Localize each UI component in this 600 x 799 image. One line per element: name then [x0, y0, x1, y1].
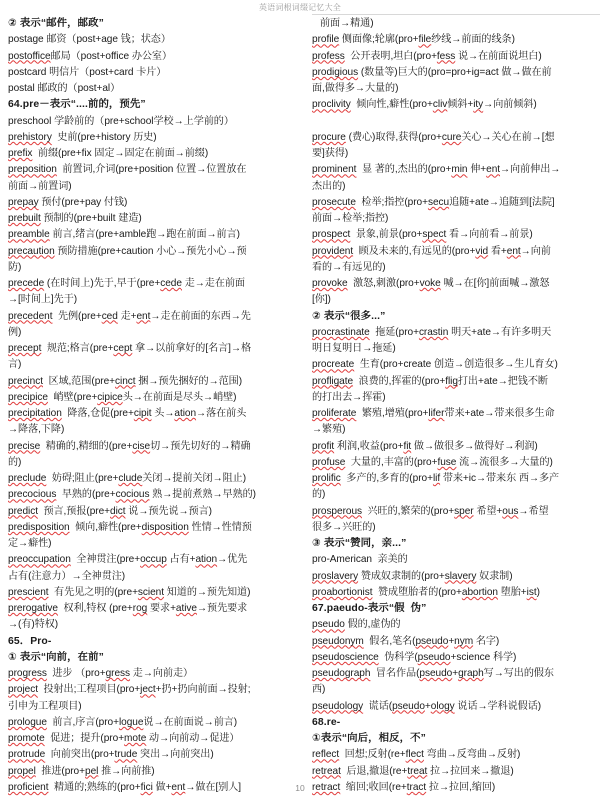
entry-line: 前面→前置词) — [8, 180, 72, 192]
spellcheck-word: retreat — [312, 765, 341, 777]
spellcheck-word: occup — [140, 554, 167, 566]
spellcheck-word: slavery — [444, 570, 477, 582]
entry-line: pseudograph 冒名作品(pseudo+graph写→写出的假东 — [312, 668, 554, 679]
entry-line: profile 侧面像;轮廓(pro+file纱线→前面的线条) — [312, 34, 515, 46]
spellcheck-word: spect — [422, 229, 447, 241]
spellcheck-word: fici — [140, 781, 153, 793]
entry-line: precede (在时间上)先于,早于(pre+cede 走→走在前面 — [8, 278, 245, 289]
spellcheck-word: profit — [312, 440, 335, 452]
spellcheck-word: prescient — [8, 586, 49, 598]
spellcheck-word: progress — [8, 668, 47, 679]
spellcheck-word: pel — [85, 765, 99, 777]
entry-line: preschool 学龄前的（pre+school学校→上学前的） — [8, 115, 234, 127]
spellcheck-word: gress — [105, 668, 131, 679]
entry-line: 引申为工程项目) — [8, 700, 82, 712]
spellcheck-word: prerogative — [8, 603, 58, 614]
spellcheck-word: ent — [506, 245, 521, 257]
entry-line: provident 顾及未来的,有远见的(pro+vid 看+ent→向前 — [312, 245, 551, 257]
spellcheck-word: profuse — [312, 456, 346, 468]
spellcheck-word: precise — [8, 440, 41, 452]
spellcheck-word: pseudology — [312, 700, 364, 712]
spellcheck-word: secu — [427, 196, 450, 208]
entry-line: proclivity 倾向性,癖性(pro+cliv倾斜+ity→向前倾斜) — [312, 99, 537, 111]
spellcheck-word: reflect — [312, 749, 340, 761]
spellcheck-word: provoke — [312, 278, 348, 289]
entry-line: precipitation 降落,仓促(pre+cipit 头→ation→落在前头 — [8, 408, 247, 419]
spellcheck-word: graph — [458, 668, 484, 679]
entry-line: procrastinate 拖延(pro+crastin 明天+ate→有许多明天 — [312, 326, 552, 338]
section-heading: 65．Pro- — [8, 635, 52, 647]
spellcheck-word: precipitation — [8, 408, 62, 419]
header-rule — [312, 14, 600, 15]
entry-line: preclude 妨碍;阻止(pre+clude关闭→提前关闭→阻止) — [8, 473, 247, 484]
spellcheck-word: pseudograph — [312, 668, 371, 679]
section-heading: ①表示“向后，相反，不” — [312, 733, 426, 744]
spellcheck-word: ous — [502, 505, 519, 517]
spellcheck-word: ative — [175, 603, 197, 614]
entry-line: prolific 多产的,多育的(pro+lif 带来+ic→带来东 西→多产 — [312, 473, 560, 484]
spellcheck-word: cipice — [97, 391, 123, 403]
entry-line: profess 公开表明,坦白(pro+fess 说→在前面说坦白) — [312, 50, 542, 62]
spellcheck-word: trude — [114, 749, 138, 761]
spellcheck-word: proliferate — [312, 408, 357, 419]
entry-line: progress 进步 （pro+gress 走→向前走） — [8, 668, 194, 679]
spellcheck-word: pseudo — [415, 635, 449, 647]
entry-line: predisposition 倾向,癖性(pre+disposition 性情→性情预 — [8, 521, 252, 533]
spellcheck-word: prepay — [8, 196, 39, 208]
entry-line: 言) — [8, 359, 22, 371]
spellcheck-word: scient — [137, 586, 164, 598]
spellcheck-word: prospect — [312, 229, 351, 241]
entry-line: retreat 后退,撤退(re+treat 拉→拉回来→撤退) — [312, 765, 514, 777]
spellcheck-word: cede — [160, 278, 182, 289]
entry-line: 占有(注意力）→全神贯注) — [8, 570, 126, 582]
entry-line: retract 缩回;收回(re+tract 拉→拉回,缩回) — [312, 781, 496, 793]
section-heading: ① 表示“向前，在前” — [8, 651, 104, 663]
entry-line: 的) — [8, 456, 22, 468]
spellcheck-word: precipice — [8, 391, 48, 403]
entry-line: predict 预言,预报(pre+dict 说→预先说→预言) — [8, 505, 212, 517]
spellcheck-word: ent — [136, 310, 151, 322]
entry-line: proslavery 赞成奴隶制的(pro+slavery 奴隶制) — [312, 570, 513, 582]
entry-line: 西) — [312, 684, 326, 696]
spellcheck-word: ced — [101, 310, 118, 322]
entry-line: precocious 早熟的(pre+cocious 熟→提前煮熟→早熟的) — [8, 489, 256, 501]
spellcheck-word: prehistory — [8, 131, 52, 143]
spellcheck-word: min — [451, 164, 468, 176]
entry-line: prefix 前缀(pre+fix 固定→固定在前面→前缀) — [8, 148, 209, 159]
spellcheck-word: abortion — [461, 586, 498, 598]
entry-line: prebuilt 预制的(pre+built 建造) — [8, 213, 142, 224]
spellcheck-word: cise — [132, 440, 151, 452]
spellcheck-word: profile — [312, 34, 340, 46]
spellcheck-word: predisposition — [8, 521, 70, 533]
entry-line: 的打出去→挥霍) — [312, 391, 386, 403]
spellcheck-word: ology — [430, 700, 455, 712]
spellcheck-word: lifer — [428, 408, 445, 419]
spellcheck-word: file — [418, 34, 432, 46]
entry-line: proficient 精通的;熟练的(pro+fici 做+ent→做在[别人] — [8, 781, 242, 793]
entry-line: [你]) — [312, 294, 331, 306]
entry-line: profit 利润,收益(pro+fit 做→做很多→做得好→利润) — [312, 440, 538, 452]
entry-line: 前面→检举;指控) — [312, 213, 389, 224]
entry-line: 明日复明日→拖延) — [312, 343, 396, 354]
spellcheck-word: precaution — [8, 245, 55, 257]
spellcheck-word: pseudo — [392, 700, 425, 712]
entry-line: preposition 前置词,介词(pre+position 位置→位置放在 — [8, 164, 247, 176]
spellcheck-word: vid — [475, 245, 489, 257]
entry-line: pseudo 假的,虚伪的 — [312, 619, 401, 631]
entry-line: prosperous 兴旺的,繁荣的(pro+sper 希望+ous→希望 — [312, 505, 549, 517]
entry-line: postage 邮资（post+age 钱；状态） — [8, 34, 171, 46]
section-heading: 68.re- — [312, 716, 341, 728]
entry-line: postoffice邮局（post+office 办公室） — [8, 50, 173, 62]
entry-line: preamble 前言,绪言(pre+amble跑→跑在前面→前言) — [8, 229, 240, 241]
spellcheck-word: ist — [526, 586, 537, 598]
spellcheck-word: predict — [8, 505, 38, 517]
entry-line: 的) — [312, 489, 326, 501]
entry-line: →(有)特权) — [8, 619, 59, 631]
entry-line: prodigious (数量等)巨大的(pro=pro+ig=act 做→做在前 — [312, 66, 552, 78]
spellcheck-word: procure — [312, 131, 346, 143]
spellcheck-word: provident — [312, 245, 354, 257]
spellcheck-word: cure — [441, 131, 462, 143]
spellcheck-word: ent — [486, 164, 501, 176]
spellcheck-word: tract — [406, 781, 427, 793]
spellcheck-word: prebuilt — [8, 213, 41, 224]
spellcheck-word: proslavery — [312, 570, 359, 582]
spellcheck-word: logue — [118, 716, 144, 728]
entry-line: protrude 向前突出(pro+trude 突出→向前突出) — [8, 749, 214, 761]
entry-line — [312, 114, 594, 130]
spellcheck-word: prefix — [8, 148, 33, 159]
entry-line: postal 邮政的（post+al） — [8, 83, 121, 94]
entry-line: promote 促进；提升(pro+mote 动→向前动→促进） — [8, 733, 240, 744]
spellcheck-word: proficient — [8, 781, 49, 793]
spellcheck-word: procreate — [312, 359, 355, 371]
entry-line: →降落,下降) — [8, 424, 65, 436]
spellcheck-word: pseudo — [419, 668, 453, 679]
entry-line: procure (费心)取得,获得(pro+cure关心→关心在前→[想 — [312, 131, 555, 143]
entry-line: precinct 区域,范围(pre+cinct 捆→预先捆好的→范围) — [8, 375, 243, 387]
entry-line: prerogative 权利,特权 (pre+rog 要求+ative→预先要求 — [8, 603, 248, 614]
entry-line: prepay 预付(pre+pay 付钱) — [8, 196, 128, 208]
spellcheck-word: ation — [174, 408, 197, 419]
entry-line: pro-American 亲美的 — [312, 554, 408, 566]
spellcheck-word: prologue — [8, 716, 47, 728]
entry-line: 例) — [8, 326, 22, 338]
entry-line: 看的→有远见的) — [312, 261, 386, 273]
spellcheck-word: pseudo — [312, 619, 345, 631]
spellcheck-word: preclude — [8, 473, 47, 484]
spellcheck-word: precede — [8, 278, 45, 289]
entry-line: precipice 峭壁(pre+cipice头→在前面是尽头→峭壁) — [8, 391, 237, 403]
entry-line: proabortionist 赞成堕胎者的(pro+abortion 堕胎+ist) — [312, 586, 540, 598]
spellcheck-word: retract — [312, 781, 341, 793]
entry-line: precept 规范;格言(pre+cept 拿→以前拿好的[名言]→格 — [8, 343, 252, 354]
entry-line: 防) — [8, 261, 22, 273]
spellcheck-word: preamble — [8, 229, 50, 241]
spellcheck-word: protrude — [8, 749, 46, 761]
spellcheck-word: flect — [405, 749, 424, 761]
spellcheck-word: propel — [8, 765, 36, 777]
spellcheck-word: cinct — [115, 375, 136, 387]
spellcheck-word: cliv — [432, 99, 448, 111]
entry-line: prologue 前言,序言(pro+logue说→在前面说→前言) — [8, 716, 238, 728]
spellcheck-word: procrastinate — [312, 326, 370, 338]
spellcheck-word: cocious — [115, 489, 150, 501]
section-heading: 64.pre－表示“....前的，预先” — [8, 99, 146, 111]
spellcheck-word: profligate — [312, 375, 354, 387]
spellcheck-word: preposition — [8, 164, 57, 176]
entry-line: prehistory 史前(pre+history 历史) — [8, 131, 157, 143]
entry-line: 面,做得多→大量的) — [312, 83, 399, 94]
entry-line: provoke 激怒,刺激(pro+voke 喊→在[你]前面喊→激怒 — [312, 278, 550, 289]
page-number: 10 — [295, 783, 305, 793]
spellcheck-word: precept — [8, 343, 42, 354]
entry-line: reflect 回想;反射(re+flect 弯曲→反弯曲→反射) — [312, 749, 521, 761]
entry-line: postcard 明信片（post+card 卡片） — [8, 66, 167, 78]
spellcheck-word: ent — [171, 781, 186, 793]
spellcheck-word: precocious — [8, 489, 57, 501]
entry-line: project 投射出;工程项目(pro+ject+扔+扔向前面→投射; — [8, 684, 251, 696]
spellcheck-word: rog — [132, 603, 148, 614]
spellcheck-word: project — [8, 684, 38, 696]
spellcheck-word: voke — [419, 278, 441, 289]
spellcheck-word: prosecute — [312, 196, 356, 208]
spellcheck-word: ject — [140, 684, 156, 696]
spellcheck-word: promote — [8, 733, 45, 744]
entry-line: profligate 浪费的,挥霍的(pro+flig打出+ate→把钱不断 — [312, 375, 548, 387]
spellcheck-word: ity — [473, 99, 484, 111]
entry-line: prospect 景象,前景(pro+spect 看→向前看→前景) — [312, 229, 533, 241]
spellcheck-word: nym — [454, 635, 474, 647]
spellcheck-word: fess — [436, 50, 456, 62]
spellcheck-word: sper — [454, 505, 474, 517]
spellcheck-word: pseudoscience — [312, 651, 379, 663]
spellcheck-word: preoccupation — [8, 554, 71, 566]
spellcheck-word: fuse — [437, 456, 457, 468]
section-heading: ③ 表示“赞同，亲...” — [312, 538, 407, 549]
entry-line: preoccupation 全神贯注(pre+occup 占有+ation→优先 — [8, 554, 248, 566]
entry-line: →繁殖) — [312, 424, 346, 436]
spellcheck-word: prolific — [312, 473, 341, 484]
spellcheck-word: treat — [407, 765, 428, 777]
entry-line: pseudonym 假名,笔名(pseudo+nym 名字) — [312, 635, 500, 647]
spellcheck-word: precedent — [8, 310, 53, 322]
entry-line: pseudology 谎话(pseudo+ology 说话→学科说假话) — [312, 700, 542, 712]
spellcheck-word: flig — [445, 375, 458, 387]
spellcheck-word: ation — [195, 554, 218, 566]
spellcheck-word: fit — [403, 440, 412, 452]
section-heading: ② 表示“邮件，邮政” — [8, 18, 104, 29]
entry-line: 杰出的) — [312, 180, 346, 192]
entry-line: →[时间上]先于) — [8, 294, 78, 306]
entry-line: procreate 生育(pro+create 创造→创造很多→生儿育女) — [312, 359, 558, 371]
spellcheck-word: prominent — [312, 164, 357, 176]
spellcheck-word: prodigious — [312, 66, 359, 78]
spellcheck-word: clude — [118, 473, 143, 484]
section-heading: 67.paeudo-表示“假 伪” — [312, 603, 427, 614]
entry-line: profuse 大量的,丰富的(pro+fuse 流→流很多→大量的) — [312, 456, 553, 468]
entry-line: precise 精确的,精细的(pre+cise切→预先切好的→精确 — [8, 440, 251, 452]
spellcheck-word: prosperous — [312, 505, 362, 517]
spellcheck-word: postoffice — [8, 50, 51, 62]
entry-line: propel 推进(pro+pel 推→向前推) — [8, 765, 155, 777]
running-header: 英语词根词缀记忆大全 — [259, 3, 341, 12]
entry-line: proliferate 繁殖,增殖(pro+lifer带来+ate→带来很多生命 — [312, 408, 555, 419]
entry-line: 定→癖性) — [8, 538, 52, 549]
spellcheck-word: proclivity — [312, 99, 351, 111]
entry-line: 要]获得) — [312, 148, 349, 159]
entry-line: prosecute 检举;指控(pro+secu追随+ate→追随到[法院] — [312, 196, 555, 208]
entry-line: prescient 有先见之明的(pre+scient 知道的→预先知道) — [8, 586, 251, 598]
spellcheck-word: proabortionist — [312, 586, 373, 598]
spellcheck-word: dict — [110, 505, 126, 517]
spellcheck-word: crastin — [418, 326, 449, 338]
section-heading: ② 表示“很多...” — [312, 310, 386, 322]
spellcheck-word: mote — [124, 733, 147, 744]
entry-line: 前面→精通) — [320, 18, 374, 29]
spellcheck-word: pseudonym — [312, 635, 364, 647]
spellcheck-word: lif — [432, 473, 441, 484]
spellcheck-word: cipit — [133, 408, 152, 419]
entry-line: precaution 预防措施(pre+caution 小心→预先小心→预 — [8, 245, 247, 257]
spellcheck-word: precinct — [8, 375, 43, 387]
entry-line: precedent 先例(pre+ced 走+ent→走在前面的东西→先 — [8, 310, 251, 322]
entry-line: pseudoscience 伪科学(pseudo+science 科学) — [312, 651, 517, 663]
spellcheck-word: pseudo — [417, 651, 451, 663]
entry-line: 很多→兴旺的) — [312, 521, 376, 533]
entry-line: prominent 显 著的,杰出的(pro+min 伸+ent→向前伸出→ — [312, 164, 561, 176]
spellcheck-word: cept — [113, 343, 133, 354]
spellcheck-word: disposition — [141, 521, 189, 533]
spellcheck-word: profess — [312, 50, 345, 62]
